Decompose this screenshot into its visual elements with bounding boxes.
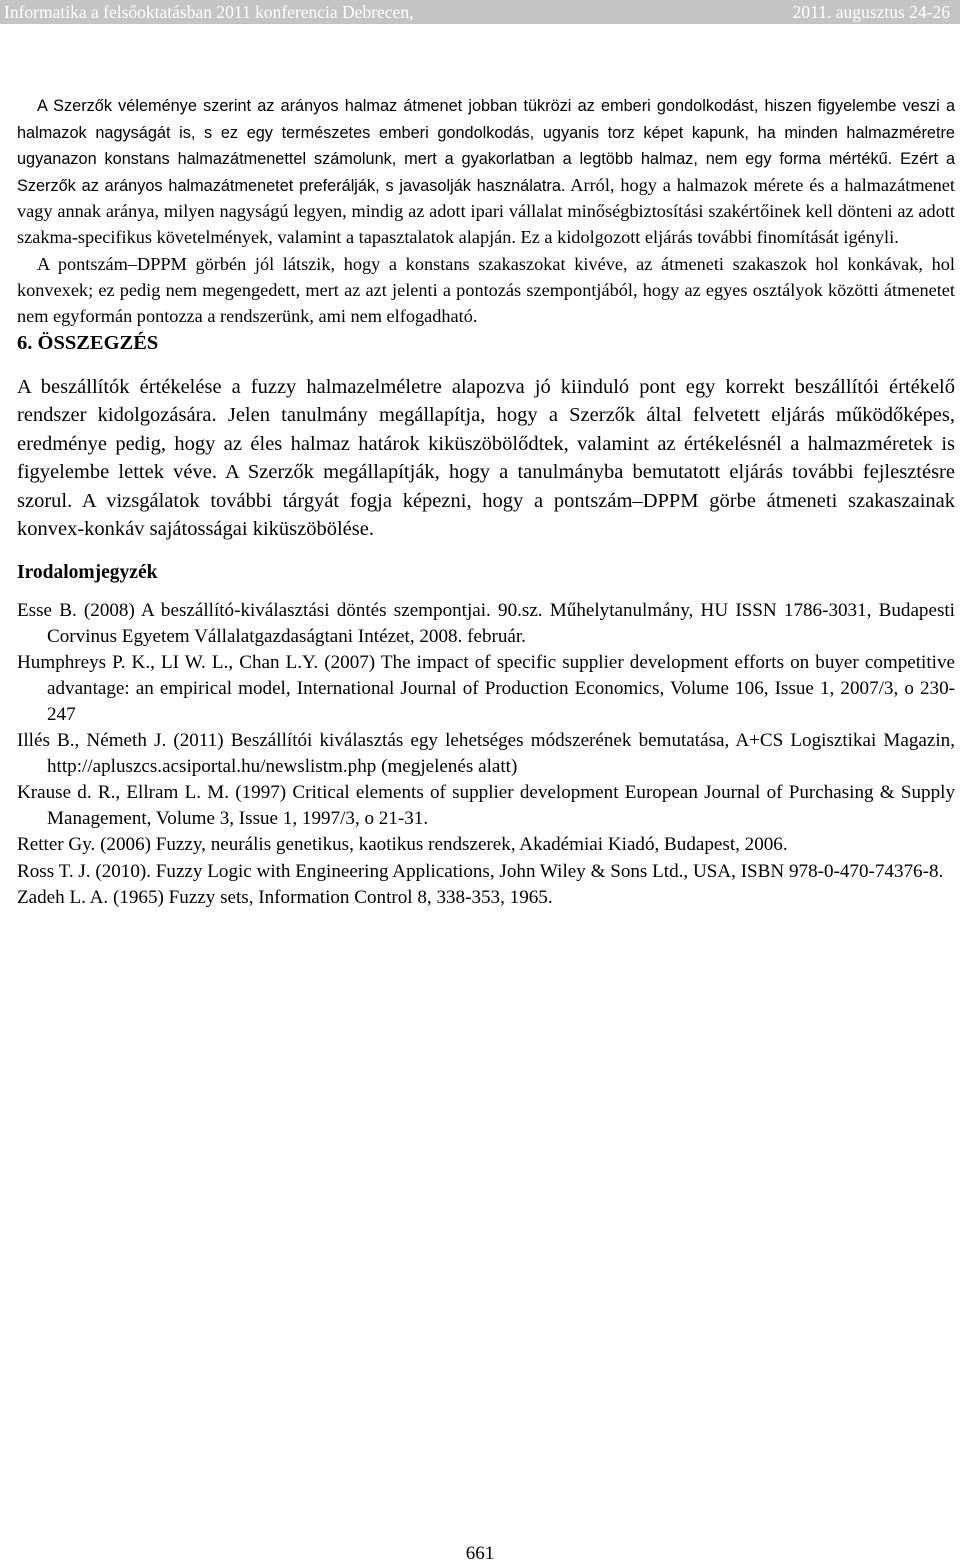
reference-item: Ross T. J. (2010). Fuzzy Logic with Engineering Applications, John Wiley & Sons Ltd., USA, ISBN 978-0-470-74376-8. xyxy=(17,860,944,882)
paragraph-summary: A beszállítók értékelése a fuzzy halmazelméletre alapozva jó kiinduló pont egy korrekt beszállítói értékelő rendszer kidolgozására. Jelen tanulmány megállapítja, hogy a Szerzők által felvetett eljárás működőképes, eredménye pedig, hogy az éles halmaz határok kiküszöbölődtek, valamint az értékelésnél a halmazméretek is figyelembe lettek véve. A Szerzők megállapítják, hogy a tanulmányba bemutatott eljárás további fejlesztésre szorul. A vizsgálatok további tárgyát fogja képezni, hogy a pontszám–DPPM görbe átmeneti szakaszainak konvex-konkáv sajátosságai kiküszöbölése. xyxy=(17,375,955,541)
paragraph-intro-serif-part: Arról, hogy a halmazok mérete és a halmazátmenet vagy annak aránya, milyen nagyságú legyen, mindig az adott ipari vállalat minőségbiztosítási szakértőinek kell dönteni az adott szakma-specifikus követelmények, valamint a tapasztalatok alapján. Ez a kidolgozott eljárás további finomítását igényli. xyxy=(17,174,955,247)
paragraph-curve: A pontszám–DPPM görbén jól látszik, hogy a konstans szakaszokat kivéve, az átmeneti szakaszok hol konkávak, hol konvexek; ez pedig nem megengedett, mert az azt jelenti a pontozás szempontjából, hogy az egyes osztályok közötti átmenetet nem egyformán pontozza a rendszerünk, ami nem elfogadható. xyxy=(17,253,955,326)
reference-item: Illés B., Németh J. (2011) Beszállítói kiválasztás egy lehetséges módszerének bemutatása, A+CS Logisztikai Magazin, http://apluszcs.acsiportal.hu/newslistm.php (megjelenés alatt) xyxy=(17,730,955,778)
header-conference-date: 2011. augusztus 24-26 xyxy=(792,2,950,22)
running-header xyxy=(0,0,960,24)
paragraph-intro-sans-part: A Szerzők véleménye szerint az arányos halmaz átmenet jobban tükrözi az emberi gondolkodást, hiszen figyelembe veszi a halmazok nagyságát is, s ez egy természetes emberi gondolkodás, ugyanis torz képet kapunk, ha minden halmazméretre ugyanazon konstans halmazátmenettel számolunk, mert a gyakorlatban a legtöbb halmaz, nem egy forma mértékű. Ezért a Szerzők az arányos halmazátmenetet preferálják, s javasolják használatra. xyxy=(17,97,955,195)
references-heading: Irodalomjegyzék xyxy=(17,561,158,583)
section-heading-summary: 6. ÖSSZEGZÉS xyxy=(17,331,159,354)
paragraph-intro xyxy=(17,93,955,251)
reference-item: Esse B. (2008) A beszállító-kiválasztási döntés szempontjai. 90.sz. Műhelytanulmány, HU ISSN 1786-3031, Budapesti Corvinus Egyetem Vállalatgazdaságtani Intézet, 2008. február. xyxy=(17,599,955,647)
reference-item: Krause d. R., Ellram L. M. (1997) Critical elements of supplier development European Journal of Purchasing & Supply Management, Volume 3, Issue 1, 1997/3, o 21-31. xyxy=(17,782,955,830)
header-conference-title: Informatika a felsőoktatásban 2011 konferencia Debrecen, xyxy=(4,2,414,22)
page-body xyxy=(17,93,955,911)
reference-item: Retter Gy. (2006) Fuzzy, neurális genetikus, kaotikus rendszerek, Akadémiai Kiadó, Budapest, 2006. xyxy=(17,834,788,856)
reference-item: Zadeh L. A. (1965) Fuzzy sets, Information Control 8, 338-353, 1965. xyxy=(17,886,553,908)
reference-item: Humphreys P. K., LI W. L., Chan L.Y. (2007) The impact of specific supplier development efforts on buyer competitive advantage: an empirical model, International Journal of Production Economics, Volume 106, Issue 1, 2007/3, o 230-247 xyxy=(17,651,955,725)
page-number: 661 xyxy=(465,1543,495,1564)
reference-list xyxy=(17,598,955,911)
